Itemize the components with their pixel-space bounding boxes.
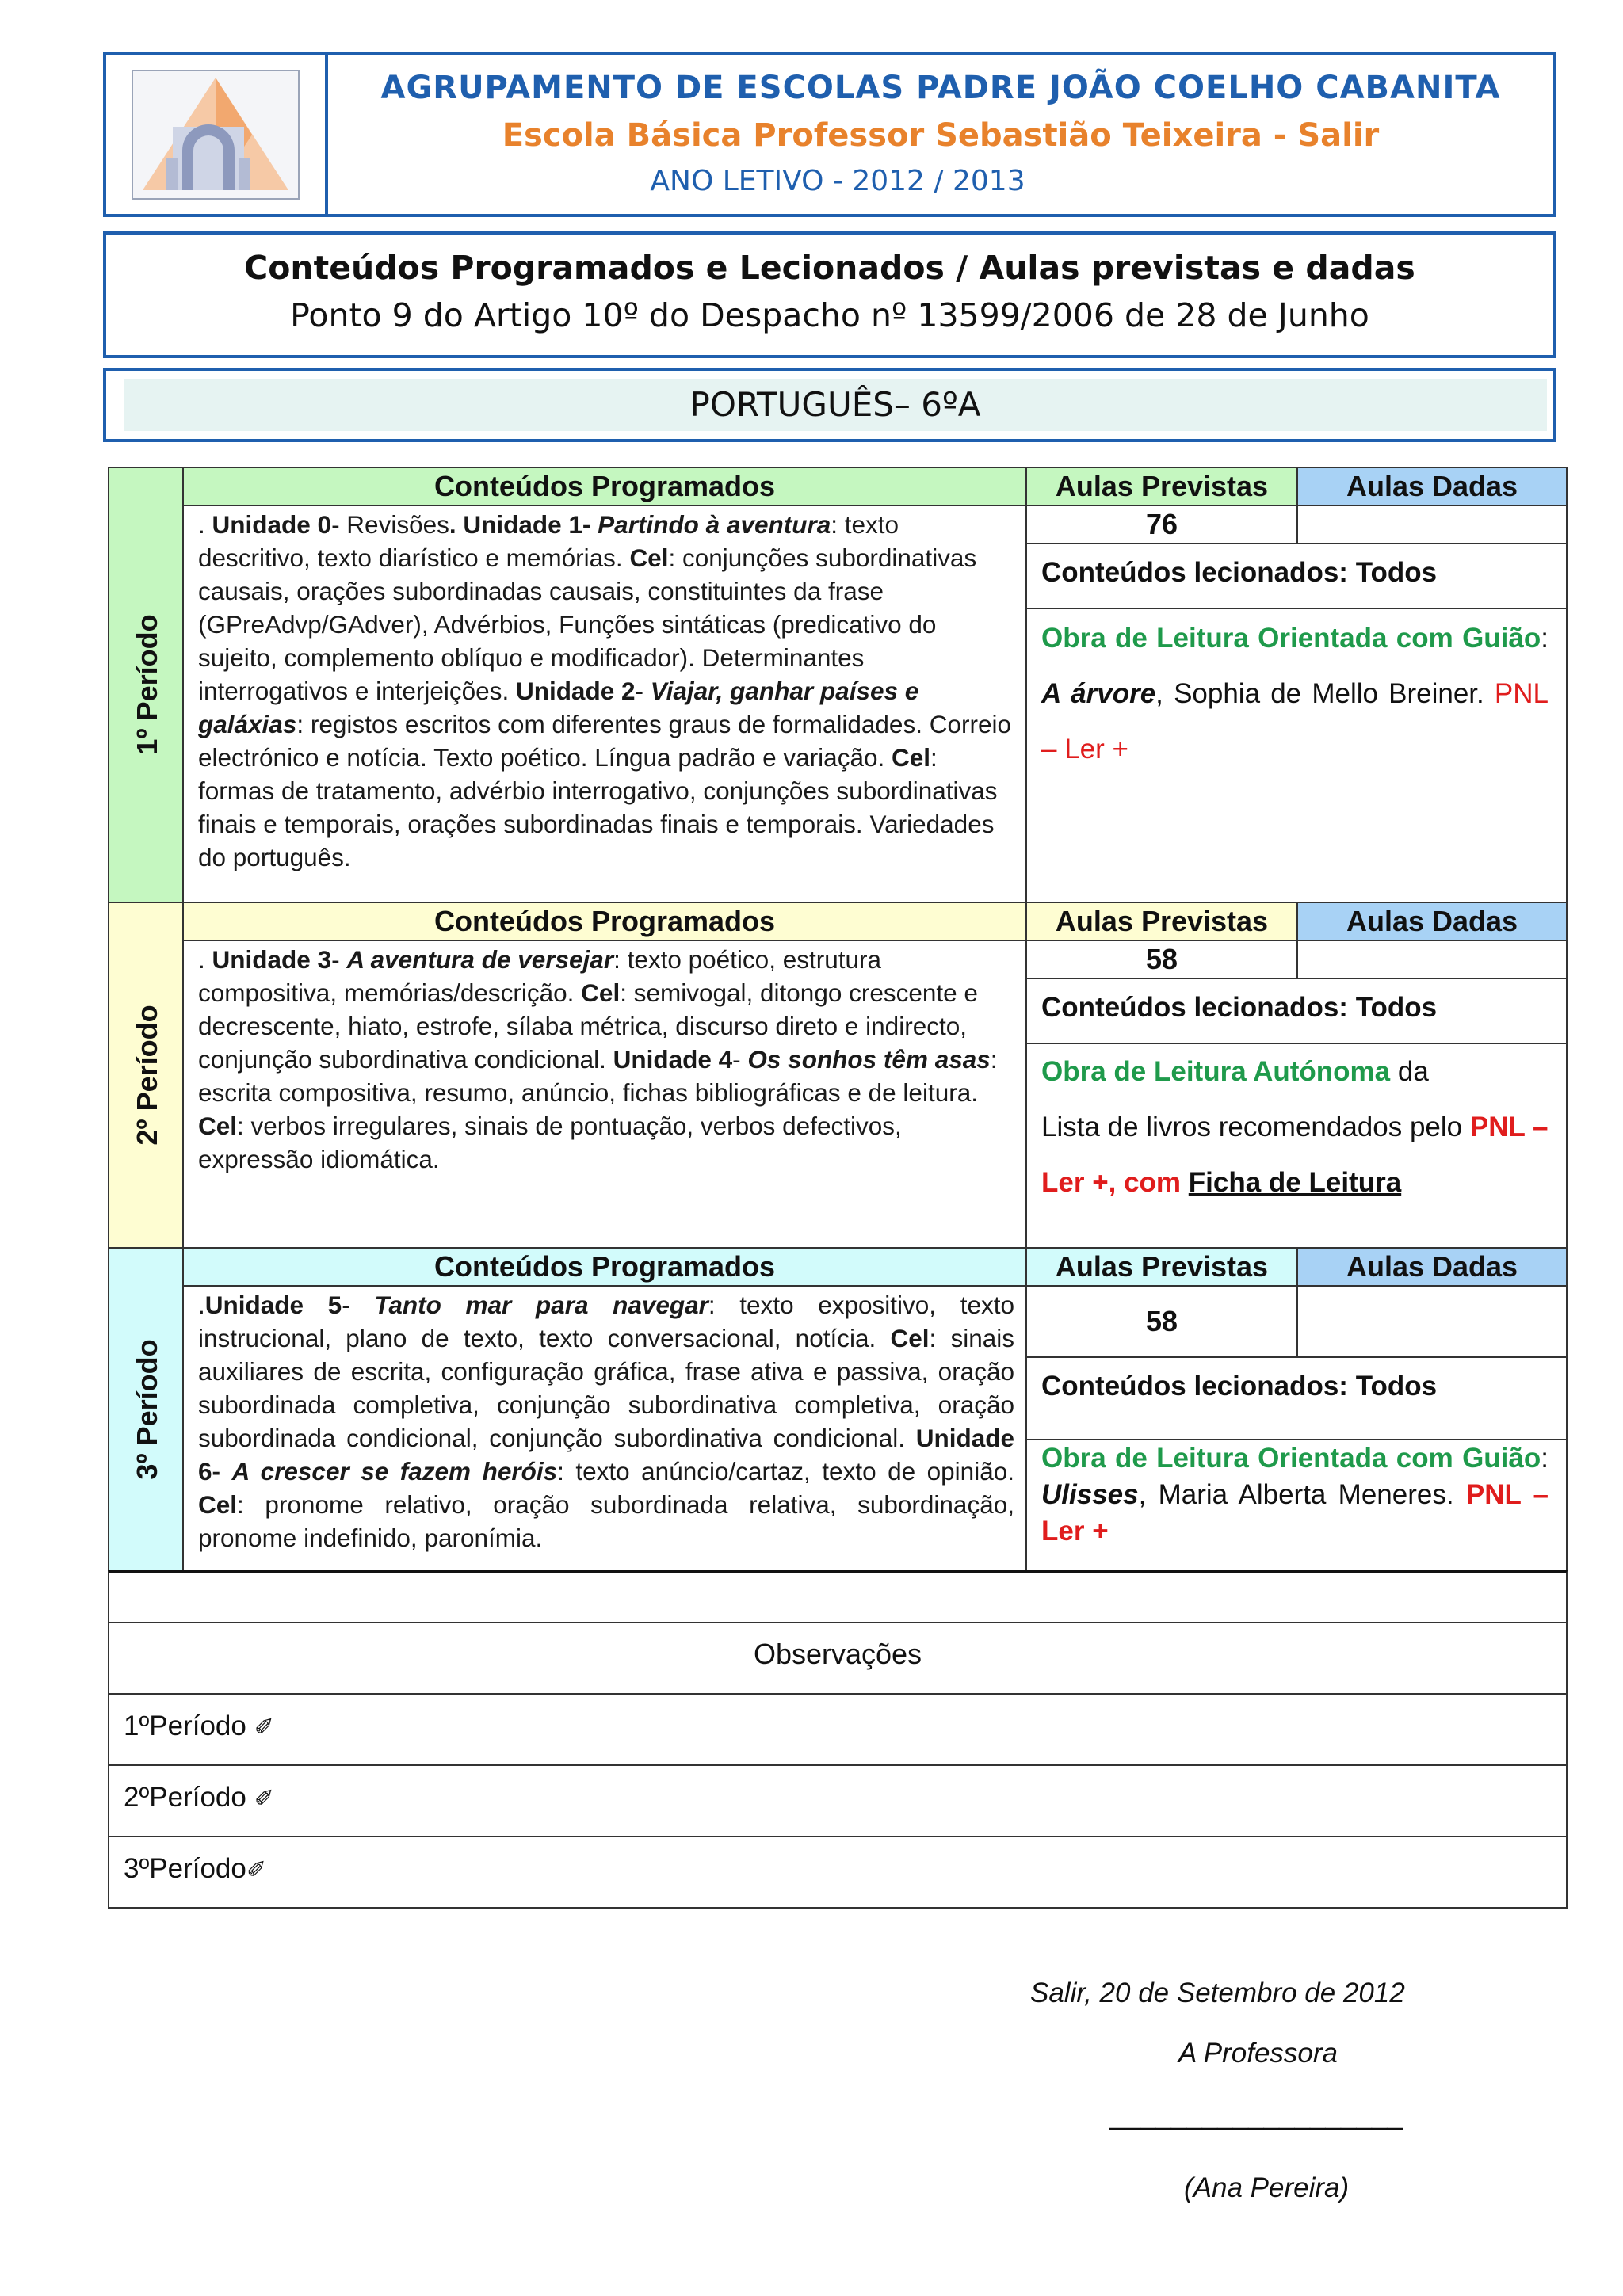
period-3-label-cell xyxy=(108,1247,184,1572)
signature-place-date: Salir, 20 de Setembro de 2012 xyxy=(1030,1978,1405,2008)
school-logo-icon xyxy=(133,71,298,198)
observacoes-row-3-label xyxy=(124,1853,266,1885)
signature-name: (Ana Pereira) xyxy=(1184,2172,1350,2203)
observacoes-row-2-label xyxy=(124,1782,274,1814)
p1-lecionados: Conteúdos lecionados: Todos xyxy=(1041,557,1438,588)
p1-conteudos-text: . Unidade 0- Revisões. Unidade 1- Partindo à aventura: texto descritivo, texto diarístico e memórias. Cel: conjunções subordinativas causais, orações subordinadas causais, constituintes da frase (GPreAdvp/GAdver), Advérbios, Funções sintáticas (predicativo do sujeito, complemento oblíquo e modificador). Determinantes interrogativos e interjeições. Unidade 2- Viajar, ganhar países e galáxias: registos escritos com diferentes graus de formalidades. Correio electrónico e notícia. Texto poético. Língua padrão e variação. Cel: formas de tratamento, advérbio interrogativo, conjunções subordinativas finais e temporais, orações subordinadas finais e temporais. Variedades do português. xyxy=(198,510,1011,871)
p1-header-previstas: Aulas Previstas xyxy=(1025,467,1298,506)
observacoes-row-1-text: 1ºPeríodo xyxy=(124,1711,246,1741)
document-title: Conteúdos Programados e Lecionados / Aulas previstas e dadas xyxy=(244,249,1415,287)
subject-title: PORTUGUÊS– 6ºA xyxy=(124,379,1547,431)
p2-header-previstas: Aulas Previstas xyxy=(1025,902,1298,941)
p1-dadas-value xyxy=(1296,505,1568,544)
p2-obra-cell xyxy=(1025,1043,1568,1249)
period-1-label-cell xyxy=(108,467,184,903)
pen-icon: ✐ xyxy=(246,1857,266,1883)
p1-conteudos-cell xyxy=(182,505,1027,903)
observacoes-header-cell xyxy=(108,1622,1568,1695)
subject-box xyxy=(103,368,1556,442)
p1-header-conteudos: Conteúdos Programados xyxy=(182,467,1027,506)
school-logo xyxy=(132,70,300,200)
p2-obra-text xyxy=(1041,1044,1556,1211)
p2-obra-ler: Ler +, com xyxy=(1041,1167,1189,1198)
p3-obra-sep: : xyxy=(1541,1443,1549,1474)
p1-obra-tipo: Obra de Leitura Orientada com Guião xyxy=(1041,623,1541,654)
school-year: ANO LETIVO - 2012 / 2013 xyxy=(650,165,1025,197)
p2-lecionados-cell xyxy=(1025,978,1568,1044)
observacoes-table xyxy=(108,1570,1568,1909)
observacoes-row-2[interactable] xyxy=(108,1764,1568,1837)
p1-obra-sep: : xyxy=(1541,623,1549,654)
p3-conteudos-cell xyxy=(182,1285,1027,1572)
p1-obra-text xyxy=(1041,611,1549,777)
p2-previstas-value: 58 xyxy=(1025,940,1298,979)
p3-lecionados-cell xyxy=(1025,1356,1568,1440)
p3-header-previstas: Aulas Previstas xyxy=(1025,1247,1298,1287)
p3-obra-autor: , Maria Alberta Meneres. xyxy=(1138,1479,1466,1510)
p3-conteudos-text: .Unidade 5- Tanto mar para navegar: texto expositivo, texto instrucional, plano de texto, texto conversacional, notícia. Cel: sinais auxiliares de escrita, configuração gráfica, frase ativa e passiva, oração subordinada completiva, conjunção subordinativa completiva, oração subordinada condicional, conjunção subordinativa condicional. Unidade 6- A crescer se fazem heróis: texto anúncio/cartaz, texto de opinião. Cel: pronome relativo, oração subordinada relativa, subordinação, pronome indefinido, paronímia. xyxy=(198,1291,1015,1552)
logo-cell xyxy=(106,55,328,214)
p2-obra-lista: Lista de livros recomendados pelo xyxy=(1041,1112,1470,1142)
p3-dadas-value xyxy=(1296,1285,1568,1358)
p3-lecionados: Conteúdos lecionados: Todos xyxy=(1041,1371,1438,1402)
observacoes-row-3-text: 3ºPeríodo xyxy=(124,1853,246,1884)
p2-conteudos-text: . Unidade 3- A aventura de versejar: texto poético, estrutura compositiva, memórias/descrição. Cel: semivogal, ditongo crescente e decrescente, hiato, estrofe, sílaba métrica, discurso direto e indirecto, conjunção subordinativa condicional. Unidade 4- Os sonhos têm asas: escrita compositiva, resumo, anúncio, fichas bibliográficas e de leitura. Cel: verbos irregulares, sinais de pontuação, verbos defectivos, expressão idiomática. xyxy=(198,945,998,1173)
document-title-box xyxy=(103,231,1556,358)
p3-previstas-value: 58 xyxy=(1025,1285,1298,1358)
p2-dadas-value xyxy=(1296,940,1568,979)
observacoes-row-2-text: 2ºPeríodo xyxy=(124,1782,246,1813)
school-name: Escola Básica Professor Sebastião Teixeira - Salir xyxy=(502,117,1380,154)
school-header xyxy=(103,52,1556,217)
period-1-label: 1º Período xyxy=(131,614,163,755)
observacoes-row-1[interactable] xyxy=(108,1693,1568,1766)
period-2-label-cell xyxy=(108,902,184,1249)
p3-obra-text xyxy=(1041,1440,1549,1550)
document-subtitle: Ponto 9 do Artigo 10º do Despacho nº 13599/2006 de 28 de Junho xyxy=(290,296,1369,334)
p3-header-dadas: Aulas Dadas xyxy=(1296,1247,1568,1287)
p1-obra-autor: , Sophia de Mello Breiner. xyxy=(1155,678,1495,709)
p2-header-dadas: Aulas Dadas xyxy=(1296,902,1568,941)
observacoes-row-1-label xyxy=(124,1711,274,1742)
observacoes-row-3[interactable] xyxy=(108,1836,1568,1909)
p3-header-conteudos: Conteúdos Programados xyxy=(182,1247,1027,1287)
p2-obra-tipo: Obra de Leitura Autónoma xyxy=(1041,1056,1391,1087)
p2-obra-ficha: Ficha de Leitura xyxy=(1188,1167,1402,1198)
observacoes-title: Observações xyxy=(753,1638,922,1670)
p2-lecionados: Conteúdos lecionados: Todos xyxy=(1041,992,1438,1023)
p1-obra-titulo: A árvore xyxy=(1041,678,1156,709)
period-2-label: 2º Período xyxy=(131,1005,163,1146)
observacoes-spacer-row xyxy=(108,1570,1568,1623)
p2-obra-da: da xyxy=(1390,1056,1429,1087)
p1-obra-pnl: PNL – Ler + xyxy=(1041,678,1549,765)
p3-obra-cell xyxy=(1025,1439,1568,1572)
school-group-name: AGRUPAMENTO DE ESCOLAS PADRE JOÃO COELHO CABANITA xyxy=(380,70,1501,106)
p1-header-dadas: Aulas Dadas xyxy=(1296,467,1568,506)
p2-conteudos-cell xyxy=(182,940,1027,1249)
p3-obra-tipo: Obra de Leitura Orientada com Guião xyxy=(1041,1443,1541,1474)
signature-line: ___________________ xyxy=(1109,2100,1403,2130)
p3-obra-pnl: PNL – Ler + xyxy=(1041,1479,1549,1547)
p1-lecionados-cell xyxy=(1025,543,1568,609)
signature-role: A Professora xyxy=(1178,2038,1338,2069)
p1-obra-cell xyxy=(1025,608,1568,903)
pen-icon: ✐ xyxy=(254,1786,274,1812)
content-table xyxy=(108,467,1568,1572)
p2-obra-pnl: PNL – xyxy=(1469,1112,1549,1142)
pen-icon: ✐ xyxy=(254,1714,274,1741)
p3-obra-titulo: Ulisses xyxy=(1041,1479,1139,1510)
p1-previstas-value: 76 xyxy=(1025,505,1298,544)
period-3-label: 3º Período xyxy=(131,1339,163,1480)
p2-header-conteudos: Conteúdos Programados xyxy=(182,902,1027,941)
